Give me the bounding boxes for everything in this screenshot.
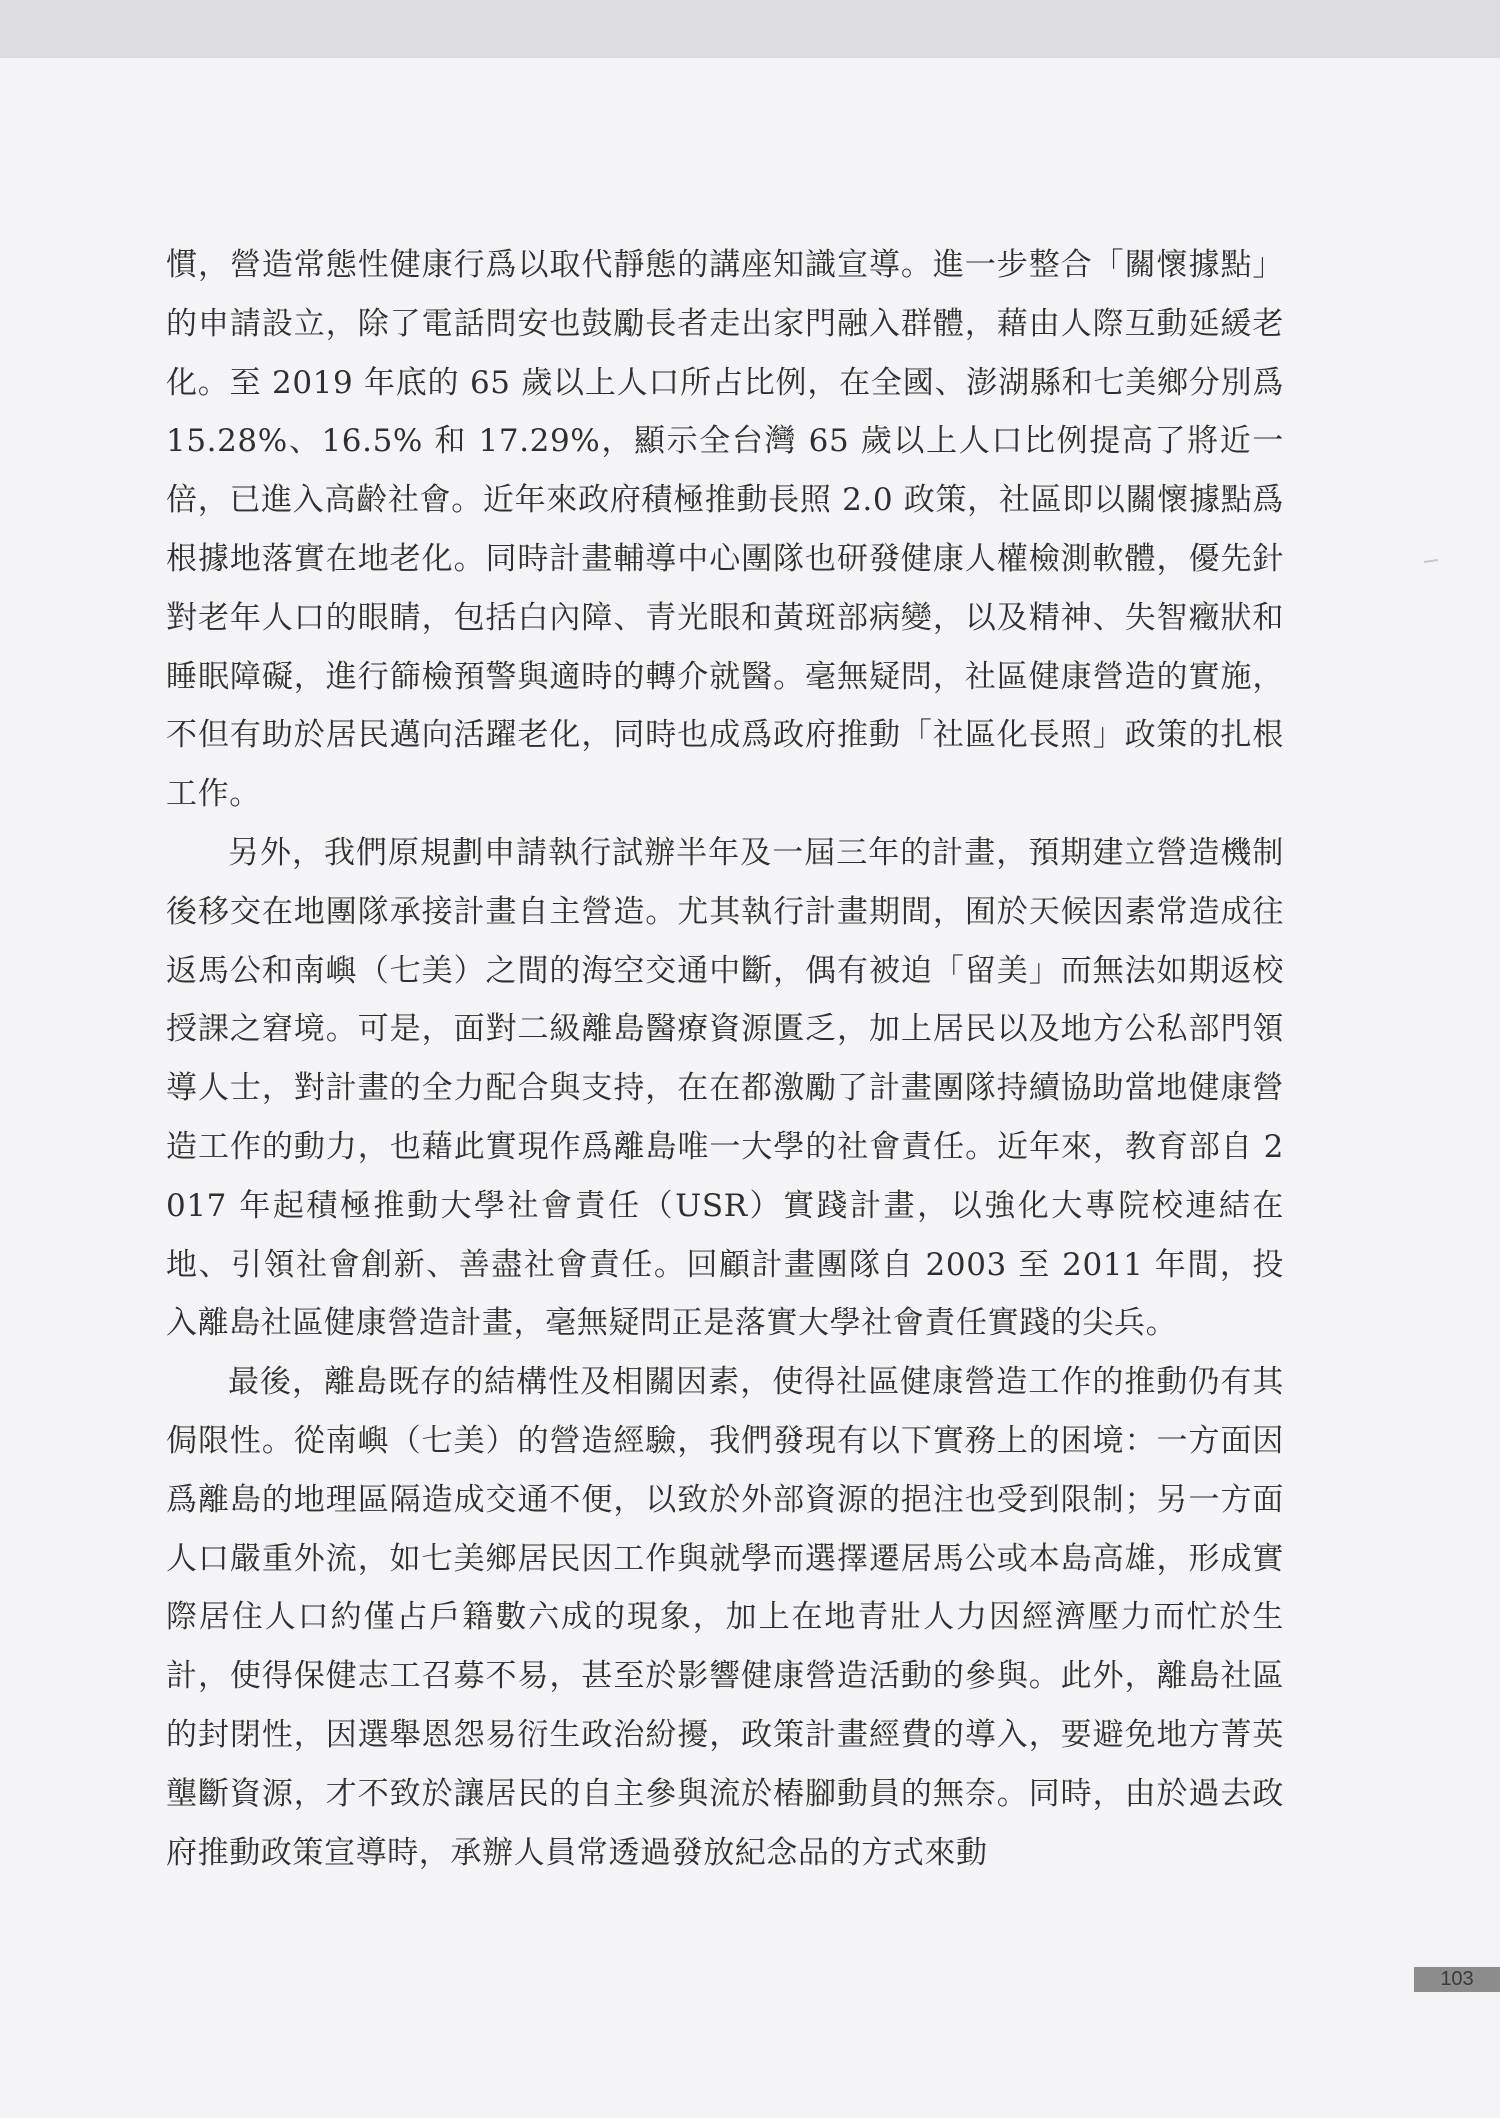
scan-top-band — [0, 0, 1500, 58]
paragraph-continued: 慣，營造常態性健康行爲以取代靜態的講座知識宣導。進一步整合「關懷據點」的申請設立，除了電話問安也鼓勵長者走出家門融入群體，藉由人際互動延緩老化。至 2019 年底的 65 歲以上人口所占比例，在全國、澎湖縣和七美鄉分別爲 15.28%、16.5% 和 17.29%，顯示全台灣 65 歲以上人口比例提高了將近一倍，已進入高齡社會。近年來政府積極推動長照 2.0 政策，社區即以關懷據點爲根據地落實在地老化。同時計畫輔導中心團隊也研發健康人權檢測軟體，優先針對老年人口的眼睛，包括白內障、青光眼和黃斑部病變，以及精神、失智癥狀和睡眠障礙，進行篩檢預警與適時的轉介就醫。毫無疑問，社區健康營造的實施，不但有助於居民邁向活躍老化，同時也成爲政府推動「社區化長照」政策的扎根工作。 — [166, 247, 1284, 813]
paragraph-limitations: 最後，離島既存的結構性及相關因素，使得社區健康營造工作的推動仍有其侷限性。從南嶼（七美）的營造經驗，我們發現有以下實務上的困境：一方面因爲離島的地理區隔造成交通不便，以致於外部資源的挹注也受到限制；另一方面人口嚴重外流，如七美鄉居民因工作與就學而選擇遷居馬公或本島高雄，形成實際居住人口約僅占戶籍數六成的現象，加上在地青壯人力因經濟壓力而忙於生計，使得保健志工召募不易，甚至於影響健康營造活動的參與。此外，離島社區的封閉性，因選舉恩怨易衍生政治紛擾，政策計畫經費的導入，要避免地方菁英壟斷資源，才不致於讓居民的自主參與流於樁腳動員的無奈。同時，由於過去政府推動政策宣導時，承辦人員常透過發放紀念品的方式來動 — [166, 1364, 1284, 1871]
paragraph-usr: 另外，我們原規劃申請執行試辦半年及一屆三年的計畫，預期建立營造機制後移交在地團隊承接計畫自主營造。尤其執行計畫期間，囿於天候因素常造成往返馬公和南嶼（七美）之間的海空交通中斷，偶有被迫「留美」而無法如期返校授課之窘境。可是，面對二級離島醫療資源匱乏，加上居民以及地方公私部門領導人士，對計畫的全力配合與支持，在在都激勵了計畫團隊持續協助當地健康營造工作的動力，也藉此實現作爲離島唯一大學的社會責任。近年來，教育部自 2017 年起積極推動大學社會責任（USR）實踐計畫，以強化大專院校連結在地、引領社會創新、善盡社會責任。回顧計畫團隊自 2003 至 2011 年間，投入離島社區健康營造計畫，毫無疑問正是落實大學社會責任實踐的尖兵。 — [166, 834, 1284, 1342]
page-number: 103 — [1414, 1967, 1500, 1992]
body-text — [166, 236, 1284, 1882]
